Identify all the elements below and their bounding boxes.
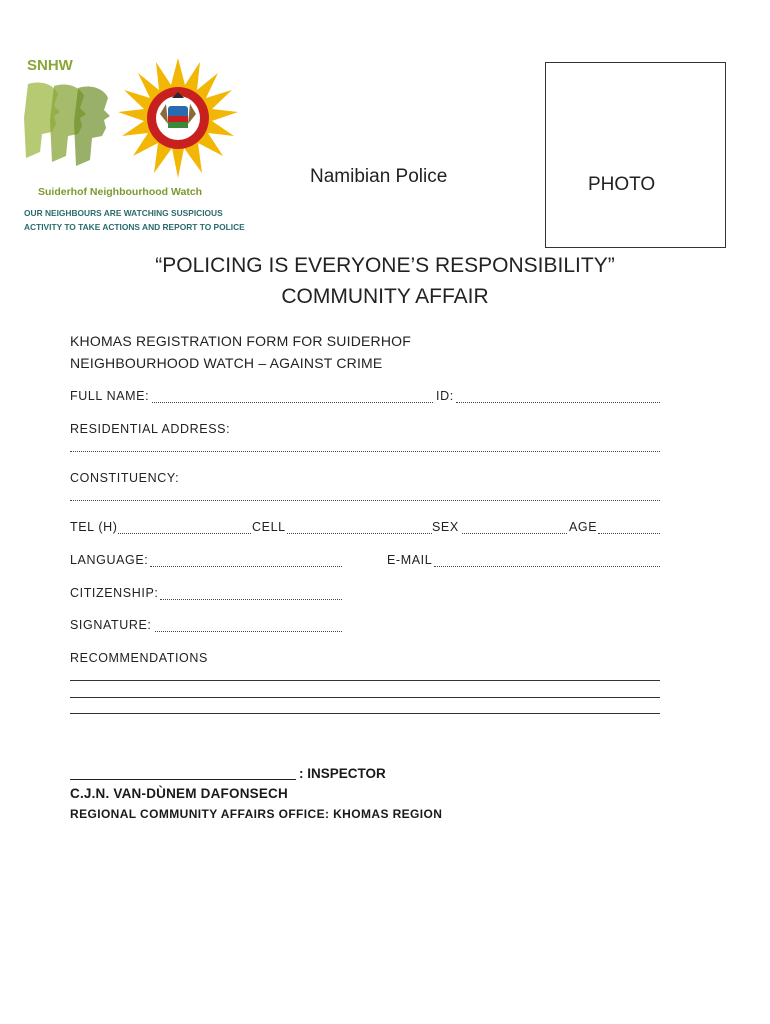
- residential-address-label: RESIDENTIAL ADDRESS:: [70, 422, 231, 436]
- full-name-label: FULL NAME:: [70, 389, 150, 403]
- sex-label: SEX: [432, 520, 459, 534]
- recommendations-label: RECOMMENDATIONS: [70, 651, 208, 665]
- citizenship-field[interactable]: [160, 599, 342, 600]
- email-label: E-MAIL: [387, 553, 433, 567]
- office-name: REGIONAL COMMUNITY AFFAIRS OFFICE: KHOMAS REGION: [70, 807, 443, 821]
- id-label: ID:: [436, 389, 454, 403]
- form-title-line-2: NEIGHBOURHOOD WATCH – AGAINST CRIME: [70, 355, 383, 371]
- id-field[interactable]: [456, 402, 660, 403]
- residential-address-field[interactable]: [70, 451, 660, 452]
- tel-home-field[interactable]: [118, 533, 251, 534]
- form-title-line-1: KHOMAS REGISTRATION FORM FOR SUIDERHOF: [70, 333, 412, 349]
- snhw-tagline-line-1: OUR NEIGHBOURS ARE WATCHING SUSPICIOUS: [24, 208, 223, 218]
- snhw-logo-tagline: [24, 206, 245, 234]
- namibian-police-emblem-icon: [118, 56, 238, 180]
- snhw-tagline-line-2: ACTIVITY TO TAKE ACTIONS AND REPORT TO POLICE: [24, 222, 245, 232]
- language-field[interactable]: [150, 566, 342, 567]
- cell-field[interactable]: [287, 533, 432, 534]
- email-field[interactable]: [434, 566, 660, 567]
- photo-box[interactable]: [545, 62, 726, 248]
- police-label: Namibian Police: [310, 166, 448, 187]
- tel-home-label: TEL (H): [70, 520, 118, 534]
- slogan-title: “POLICING IS EVERYONE’S RESPONSIBILITY”: [155, 254, 615, 277]
- snhw-logo-acronym: SNHW: [27, 57, 73, 74]
- constituency-label: CONSTITUENCY:: [70, 471, 180, 485]
- cell-label: CELL: [252, 520, 286, 534]
- community-affair-subtitle: COMMUNITY AFFAIR: [281, 285, 489, 308]
- language-label: LANGUAGE:: [70, 553, 149, 567]
- photo-label: PHOTO: [588, 174, 656, 195]
- full-name-field[interactable]: [152, 402, 433, 403]
- recommendations-line-3[interactable]: [70, 713, 660, 714]
- snhw-logo-name: Suiderhof Neighbourhood Watch: [38, 186, 203, 198]
- constituency-field[interactable]: [70, 500, 660, 501]
- snhw-faces-logo-icon: [20, 78, 120, 170]
- inspector-signature-line: [70, 779, 296, 780]
- age-field[interactable]: [598, 533, 660, 534]
- age-label: AGE: [569, 520, 598, 534]
- citizenship-label: CITIZENSHIP:: [70, 586, 159, 600]
- signature-field[interactable]: [155, 631, 342, 632]
- form-title: [70, 330, 411, 374]
- inspector-name: C.J.N. VAN-DÙNEM DAFONSECH: [70, 786, 288, 801]
- sex-field[interactable]: [462, 533, 567, 534]
- recommendations-line-2[interactable]: [70, 697, 660, 698]
- recommendations-line-1[interactable]: [70, 680, 660, 681]
- signature-label: SIGNATURE:: [70, 618, 152, 632]
- inspector-title: : INSPECTOR: [299, 766, 386, 781]
